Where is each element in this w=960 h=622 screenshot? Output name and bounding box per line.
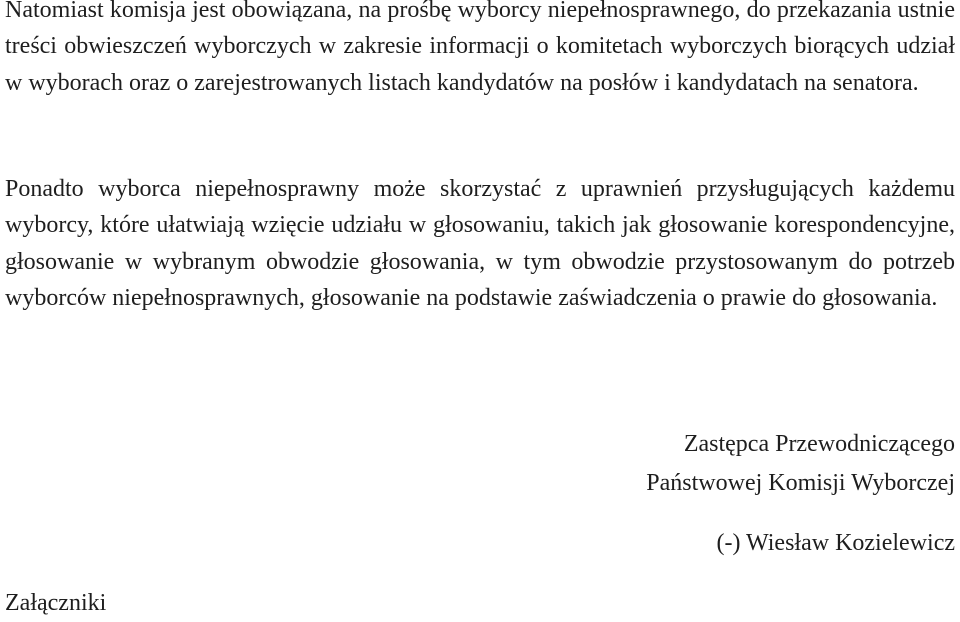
signatory-name: (-) Wiesław Kozielewicz (716, 530, 955, 556)
paragraph-committee-obligation: Natomiast komisja jest obowiązana, na prośbę wyborcy niepełnosprawnego, do przekazania ustnie treści obwieszczeń wyborczych w zakresie informacji o komitetach wyborczych biorących udział w wyborach oraz o zarejestrowanych listach kandydatów na posłów i kandydatach na senatora. (5, 0, 955, 96)
signature-title-line-1: Zastępca Przewodniczącego (683, 431, 955, 457)
paragraph-voter-rights: Ponadto wyborca niepełnosprawny może skorzystać z uprawnień przysługujących każdemu wyborcy, które ułatwiają wzięcie udziału w głosowaniu, takich jak głosowanie korespondencyjne, głosowanie w wybranym obwodzie głosowania, w tym obwodzie przystosowanym do potrzeb wyborców niepełnosprawnych, głosowanie na podstawie zaświadczenia o prawie do głosowania. (5, 176, 955, 312)
signature-block (355, 425, 955, 502)
signature-title-line-2: Państwowej Komisji Wyborczej (646, 469, 955, 496)
attachments-label: Załączniki (5, 590, 107, 616)
